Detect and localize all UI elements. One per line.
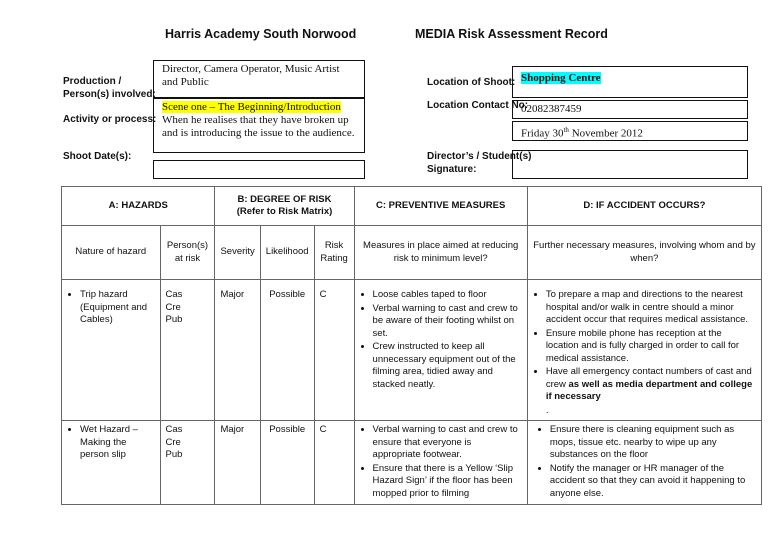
activity-highlight: Scene one – The Beginning/Introduction: [162, 101, 341, 113]
location-value: Shopping Centre: [521, 72, 601, 84]
location-field[interactable]: [512, 66, 748, 98]
person: Pub: [165, 314, 183, 325]
signature-label-line2: Signature:: [427, 164, 477, 175]
person: Cas: [165, 289, 183, 300]
measure-item: • Verbal warning to cast and crew to be aware of their footing whilst on set.: [373, 303, 522, 341]
date-month-year: November 2012: [568, 127, 643, 140]
likelihood-cell: Possible: [260, 280, 314, 421]
further-item: [546, 366, 756, 404]
signature-label-line1: Director’s / Student(s): [427, 151, 532, 162]
col-measures: Measures in place aimed at reducing risk to minimum level?: [354, 226, 527, 280]
group-hazards: A: HAZARDS: [62, 187, 215, 226]
measure-item: • Loose cables taped to floor: [373, 289, 522, 302]
person: Cas: [165, 424, 183, 435]
persons-cell: [160, 280, 215, 421]
measure-item: • Crew instructed to keep all unnecessary equipment out of the filming area, tidied away and stacked neatly.: [373, 341, 522, 391]
group-preventive: C: PREVENTIVE MEASURES: [354, 187, 527, 226]
contact-field[interactable]: 02082387459: [512, 100, 748, 119]
col-likelihood: Likelihood: [260, 226, 314, 280]
activity-field[interactable]: [153, 98, 365, 153]
col-rating: Risk Rating: [314, 226, 354, 280]
activity-text: When he realises that they have broken up and is introducing the issue to the audience.: [162, 114, 355, 139]
further-bold-text: as well as media department and college if necessary: [545, 378, 753, 402]
further-trail: .: [545, 404, 549, 416]
risk-table: [61, 186, 762, 505]
measure-item: • Verbal warning to cast and crew to ensure that everyone is appropriate footwear.: [373, 424, 522, 462]
person: Cre: [165, 301, 181, 313]
group-accident: D: IF ACCIDENT OCCURS?: [527, 187, 761, 226]
school-title: Harris Academy South Norwood: [165, 27, 357, 41]
shoot-date-field[interactable]: [153, 160, 365, 179]
date-suffix: th: [563, 126, 569, 134]
person: Pub: [165, 449, 183, 460]
contact-label: Location Contact No:: [427, 100, 529, 111]
hazard-text: • Wet Hazard – Making the person slip: [80, 424, 155, 462]
persons-cell: [160, 421, 215, 505]
shoot-date-label: Shoot Date(s):: [63, 151, 132, 162]
further-item: • Ensure there is cleaning equipment such as mops, tissue etc. nearby to wipe up any substances on the floor: [550, 424, 756, 462]
severity-cell: Major: [215, 421, 260, 505]
further-text: Have all emergency contact numbers of cast and crew: [545, 366, 752, 390]
col-nature: Nature of hazard: [62, 226, 161, 280]
hazard-text: • Trip hazard (Equipment and Cables): [80, 289, 155, 327]
group-degree-subtitle: (Refer to Risk Matrix): [236, 206, 333, 217]
person: Cre: [165, 436, 181, 448]
table-row: [62, 280, 762, 421]
col-further: Further necessary measures, involving whom and by when?: [527, 226, 761, 280]
severity-cell: Major: [215, 280, 260, 421]
date-day: Friday 30: [521, 127, 564, 140]
col-persons: Person(s) at risk: [160, 226, 215, 280]
group-degree-of-risk: [215, 187, 354, 226]
measure-item: • Ensure that there is a Yellow ‘Slip Hazard Sign’ if the floor has been mopped prior to filming: [373, 463, 522, 501]
further-item: • Ensure mobile phone has reception at the location and is fully charged in order to call for medical assistance.: [546, 328, 756, 366]
likelihood-cell: Possible: [260, 421, 314, 505]
table-row: [62, 421, 762, 505]
further-item: • Notify the manager or HR manager of the accident so that they can avoid it happening to anyone else.: [550, 463, 756, 501]
production-field[interactable]: Director, Camera Operator, Music Artist and Public: [153, 60, 365, 98]
activity-label: Activity or process:: [63, 114, 157, 125]
col-severity: Severity: [215, 226, 260, 280]
record-title: MEDIA Risk Assessment Record: [415, 27, 608, 41]
production-label: [63, 75, 156, 101]
production-label-line1: Production /: [63, 76, 122, 87]
location-label: Location of Shoot:: [427, 77, 516, 88]
production-label-line2: Person(s) involved:: [63, 89, 156, 100]
date-field[interactable]: [512, 121, 748, 141]
further-item: • To prepare a map and directions to the nearest hospital and/or walk in centre should a minor accident occur that requires medical assistance.: [546, 289, 756, 327]
rating-cell: C: [314, 280, 354, 421]
rating-cell: C: [314, 421, 354, 505]
signature-field[interactable]: [512, 150, 748, 179]
group-degree-title: B: DEGREE OF RISK: [237, 193, 332, 205]
